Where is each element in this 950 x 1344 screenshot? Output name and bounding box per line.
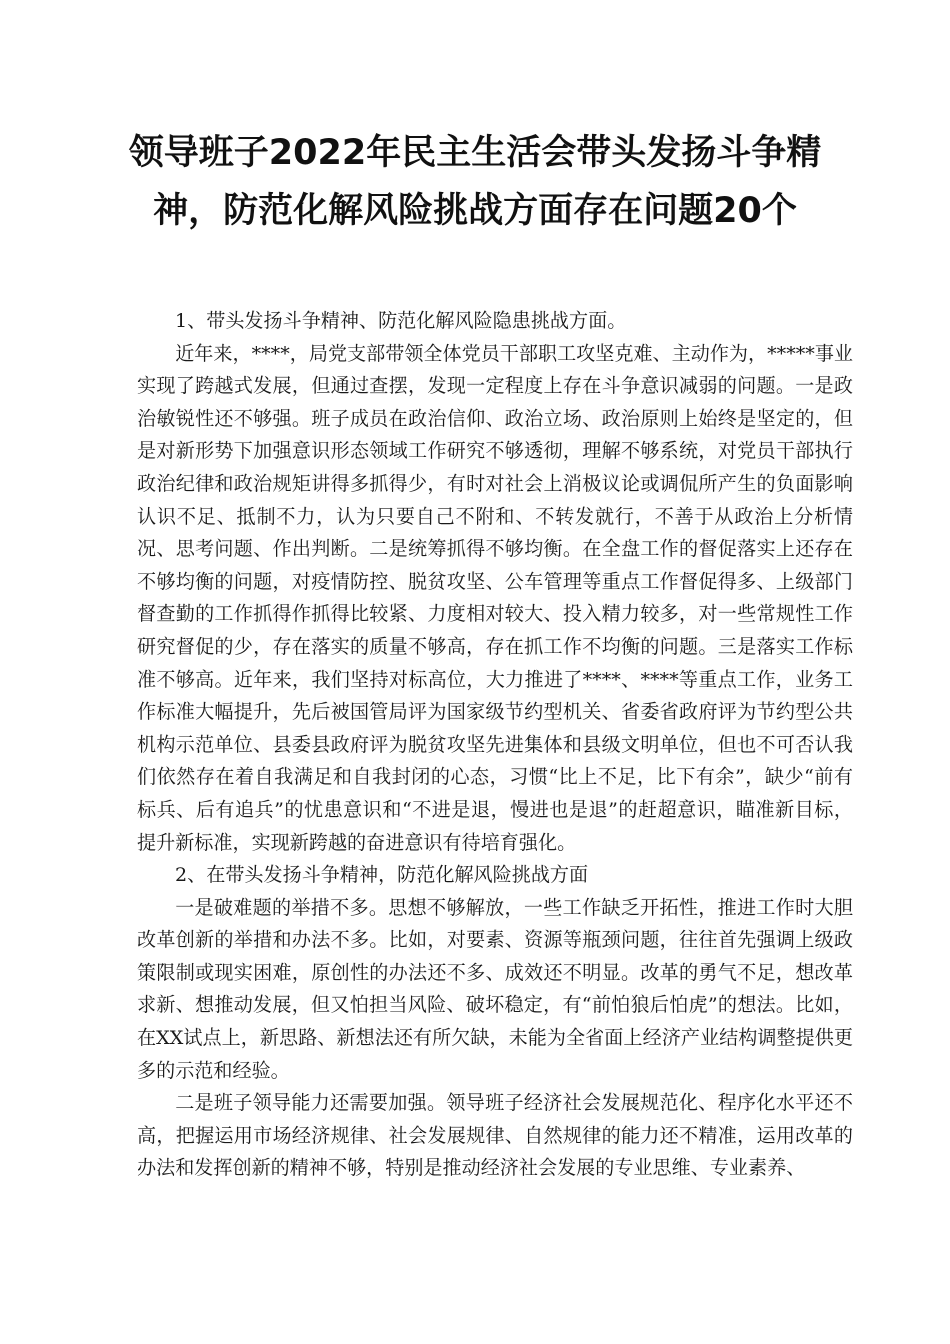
body-paragraph: 一是破难题的举措不多。思想不够解放，一些工作缺乏开拓性，推进工作时大胆改革创新的举措和办法不多。比如，对要素、资源等瓶颈问题，往往首先强调上级政策限制或现实困难，原创性的办法还不多、成效还不明显。改革的勇气不足，想改革求新、想推动发展，但又怕担当风险、破坏稳定，有“前怕狼后怕虎”的想法。比如，在XX试点上，新思路、新想法还有所欠缺，未能为全省面上经济产业结构调整提供更多的示范和经验。 [137,895,853,1082]
document-title [100,124,850,240]
title-line-2: 神，防范化解风险挑战方面存在问题20个 [153,191,797,231]
title-line-1: 领导班子2022年民主生活会带头发扬斗争精 [128,133,822,173]
document-body [137,305,853,1185]
section-heading-1: 1、带头发扬斗争精神、防范化解风险隐患挑战方面。 [175,309,627,332]
body-paragraph: 近年来，****，局党支部带领全体党员干部职工攻坚克难、主动作为，*****事业实现了跨越式发展，但通过查摆，发现一定程度上存在斗争意识减弱的问题。一是政治敏锐性还不够强。班子成员在政治信仰、政治立场、政治原则上始终是坚定的，但是对新形势下加强意识形态领域工作研究不够透彻，理解不够系统，对党员干部执行政治纪律和政治规矩讲得多抓得少，有时对社会上消极议论或调侃所产生的负面影响认识不足、抵制不力，认为只要自己不附和、不转发就行，不善于从政治上分析情况、思考问题、作出判断。二是统筹抓得不够均衡。在全盘工作的督促落实上还存在不够均衡的问题，对疫情防控、脱贫攻坚、公车管理等重点工作督促得多、上级部门督查勤的工作抓得作抓得比较紧、力度相对较大、投入精力较多，对一些常规性工作研究督促的少，存在落实的质量不够高，存在抓工作不均衡的问题。三是落实工作标准不够高。近年来，我们坚持对标高位，大力推进了****、****等重点工作，业务工作标准大幅提升，先后被国管局评为国家级节约型机关、省委省政府评为节约型公共机构示范单位、县委县政府评为脱贫攻坚先进集体和县级文明单位，但也不可否认我们依然存在着自我满足和自我封闭的心态，习惯“比上不足，比下有余”，缺少“前有标兵、后有追兵”的忧患意识和“不进是退，慢进也是退”的赶超意识，瞄准新目标，提升新标准，实现新跨越的奋进意识有待培育强化。 [137,341,854,854]
section-heading-2: 2、在带头发扬斗争精神，防范化解风险挑战方面 [175,863,589,887]
body-paragraph: 二是班子领导能力还需要加强。领导班子经济社会发展规范化、程序化水平还不高，把握运用市场经济规律、社会发展规律、自然规律的能力还不精准，运用改革的办法和发挥创新的精神不够，特别是推动经济社会发展的专业思维、专业素养、 [137,1091,853,1180]
